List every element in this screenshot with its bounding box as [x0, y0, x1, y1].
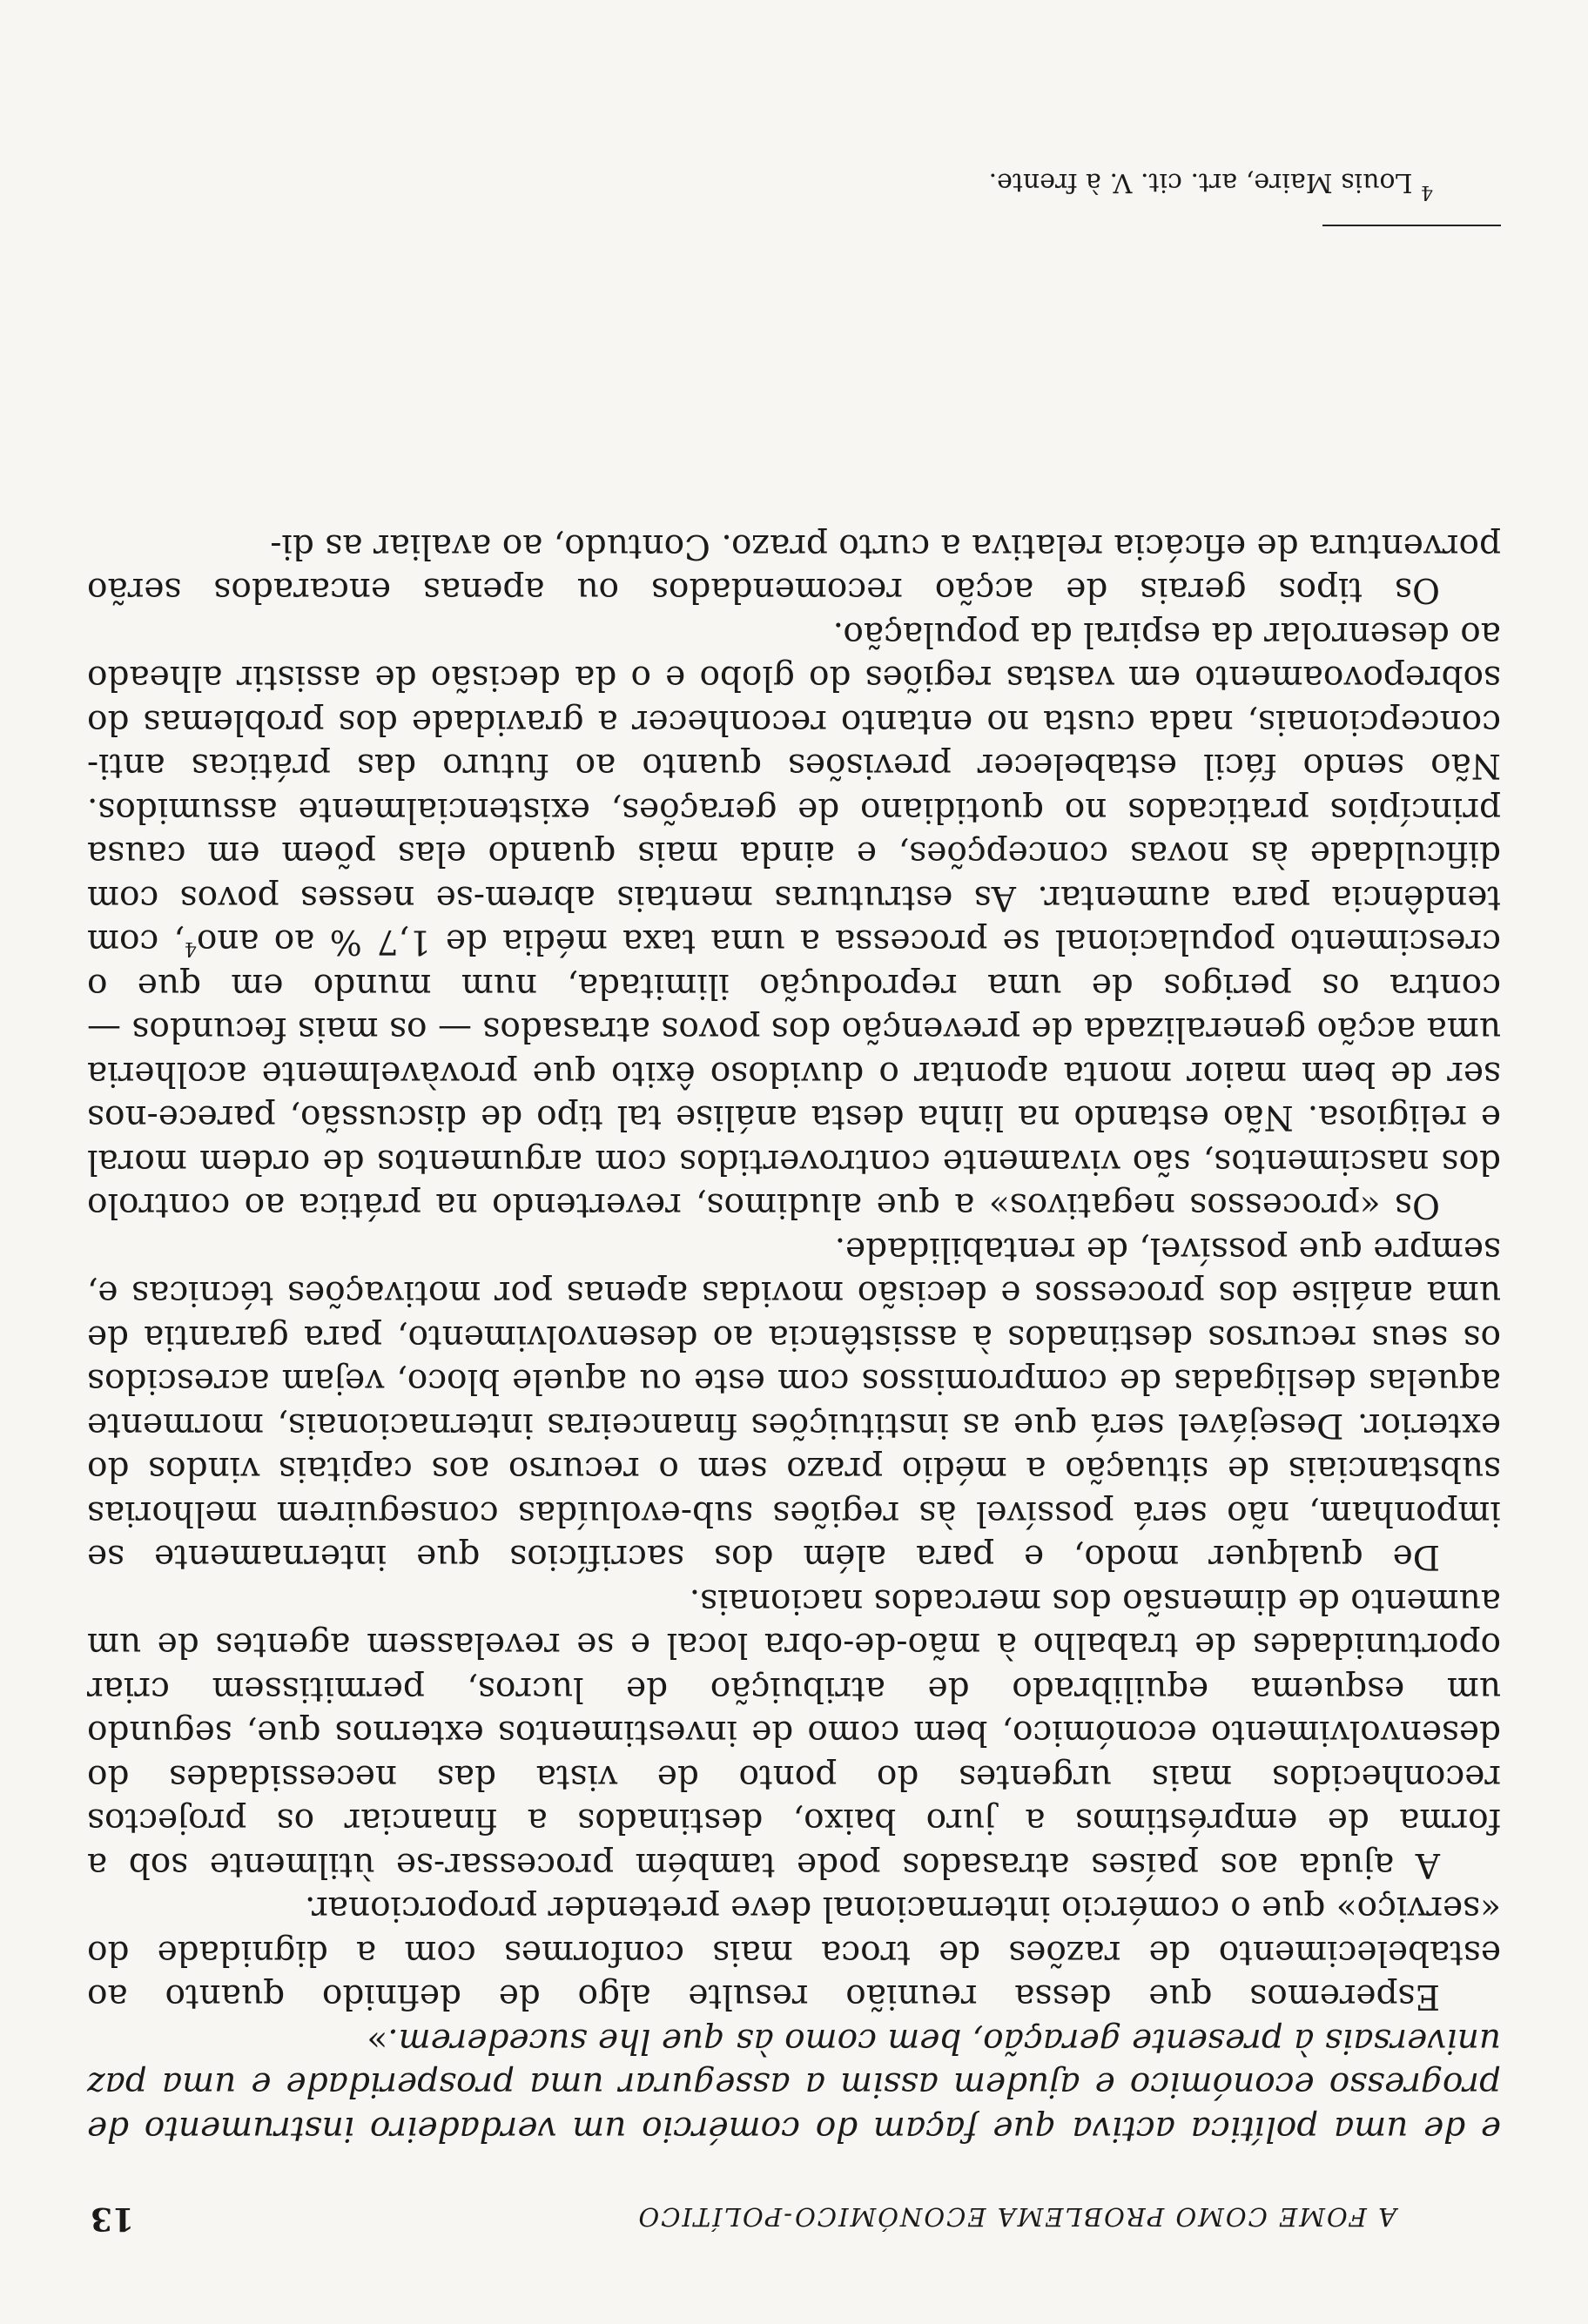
- closing-quote-mark: »: [367, 2021, 388, 2060]
- paragraph: De qualquer modo, e para além dos sacrifícios que internamente se imponham, não será possível às regiões sub-evoluídas conseguirem melhorias substanciais de situação a médio prazo sem o recurso aos capitais vindos do exterior. Desejável será que as instituições financeiras internacionais, mormente aquelas desligadas de compromissos com este ou aquele bloco, vejam acrescidos os seus recursos destinados à assistência ao desenvolvimento, para garantia de uma análise dos processos e decisão movidas apenas por motivações técnicas e, sempre que possível, de rentabilidade.: [87, 1230, 1501, 1577]
- page-number: 13: [91, 2200, 135, 2237]
- running-title: A FOME COMO PROBLEMA ECONÓMICO-POLÍTICO: [636, 2202, 1396, 2232]
- paragraph-quote-continuation: [87, 2018, 1501, 2151]
- quote-text: e de uma política activa que façam do comércio um verdadeiro instrumento de progresso económico e ajudem assim a assegurar uma prosperidade e uma paz universais à presente geração, bem como às que lhe sucederem.: [87, 2021, 1501, 2148]
- footnote-text: Louis Maire, art. cit. V. à frente.: [988, 167, 1421, 198]
- paragraph-text: , com tendência para aumentar. As estruturas mentais abrem-se nesses povos com dificuldade às novas concepções, e ainda mais quando elas põem em causa princípios praticados no quotidiano de gerações, existencialmente assumidos. Não sendo fácil estabelecer previsões quanto ao futuro das práticas anti-concepcionais, nada custa no entanto reconhecer a gravidade dos problemas do sobrepovoamento em vastas regiões do globo e o da decisão de assistir alheado ao desenrolar da espiral da população.: [87, 615, 1501, 962]
- footnote-divider: [1322, 225, 1501, 226]
- paragraph: A ajuda aos países atrasados pode também processar-se ùtilmente sob a forma de empréstimos a juro baixo, destinados a financiar os projectos reconhecidos mais urgentes do ponto de vista das necessidades do desenvolvimento económico, bem como de investimentos externos que, segundo um esquema equilibrado de atribuição de lucros, permitissem criar oportunidades de trabalho à mão-de-obra local e se revelassem agentes de um aumento de dimensão dos mercados nacionais.: [87, 1582, 1501, 1884]
- footnote: [87, 165, 1433, 203]
- paragraph: Esperemos que dessa reunião resulte algo de definido quanto ao estabelecimento de razões de troca mais conformes com a dignidade do «serviço» que o comércio internacional deve pretender proporcionar.: [87, 1889, 1501, 2017]
- body-text: [87, 524, 1501, 2151]
- paragraph: [87, 612, 1501, 1227]
- page-header: [91, 2200, 1396, 2237]
- paragraph-text: Os «processos negativos» a que aludimos, revertendo na prática ao controlo dos nascimentos, são vivamente controvertidos com argumentos de ordem moral e religiosa. Não estando na linha desta análise tal tipo de discussão, parece-nos ser de bem maior monta apontar o duvidoso êxito que provàvelmente acolheria uma acção generalizada de prevenção dos povos atrasados — os mais fecundos — contra os perigos de uma reprodução ilimitada, num mundo em que o crescimento populacional se processa a uma taxa média de 1,7 % ao ano: [87, 922, 1501, 1226]
- footnote-marker: 4: [1421, 181, 1433, 203]
- paragraph: Os tipos gerais de acção recomendados ou apenas encarados serão porventura de eficácia relativa a curto prazo. Contudo, ao avaliar as di-: [87, 527, 1501, 610]
- footnote-reference[interactable]: 4: [184, 937, 197, 960]
